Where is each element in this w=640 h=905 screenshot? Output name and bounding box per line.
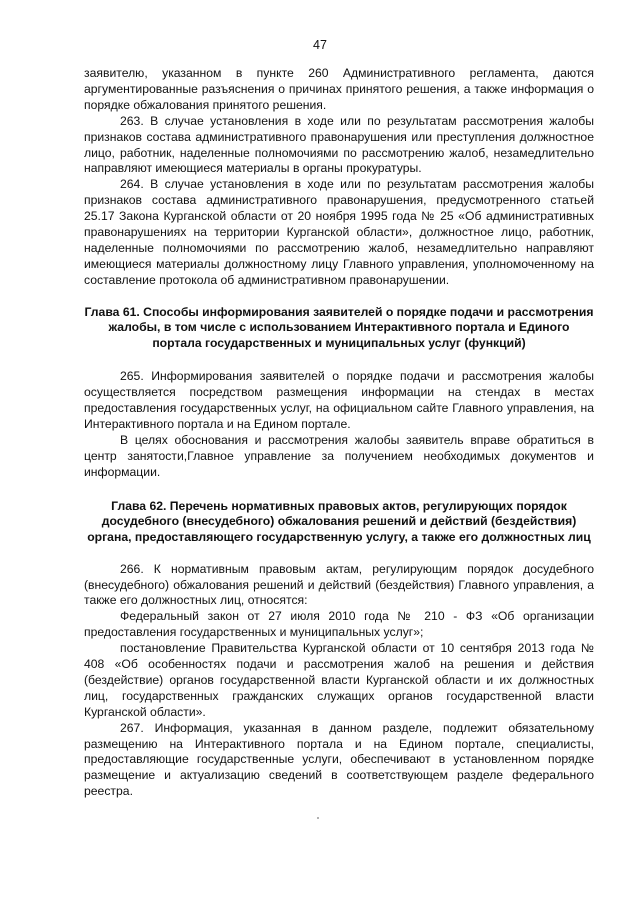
paragraph-266-resolution: постановление Правительства Курганской области от 10 сентября 2013 года № 408 «Об особенностях подачи и рассмотрения жалоб на решения и действия (бездействие) органов государственной власти Курганской области и их должностных лиц, государственных гражданских служащих органов государственной власти Курганской области». <box>84 641 594 719</box>
paragraph-intro: заявителю, указанном в пункте 260 Административного регламента, даются аргументированные разъяснения о причинах принятого решения, а также информация о порядке обжалования принятого решения. <box>84 66 594 112</box>
paragraph-263: 263. В случае установления в ходе или по результатам рассмотрения жалобы признаков состава административного правонарушения или преступления должностное лицо, работник, наделенные полномочиями по рассмотрению жалоб, незамедлительно направляют имеющиеся материалы в органы прокуратуры. <box>84 113 594 176</box>
chapter-62-heading: Глава 62. Перечень нормативных правовых актов, регулирующих порядок досудебного (внесудебного) обжалования решений и действий (бездействия) органа, предоставляющего государственную услугу, а также его должностных лиц <box>87 498 591 544</box>
page-body <box>84 66 594 800</box>
paragraph-265-continued: В целях обоснования и рассмотрения жалобы заявитель вправе обратиться в центр занятости,Главное управление за получением необходимых документов и информации. <box>84 433 594 479</box>
paragraph-266: 266. К нормативным правовым актам, регулирующим порядок досудебного (внесудебного) обжалования решений и действий (бездействия) Главного управления, а также его должностных лиц, относятся: <box>84 561 594 608</box>
page-number: 47 <box>313 38 327 52</box>
paragraph-264: 264. В случае установления в ходе или по результатам рассмотрения жалобы признаков состава административного правонарушения, предусмотренного статьей 25.17 Закона Курганской области от 20 ноября 1995 года № 25 «Об административных правонарушениях на территории Курганской области», должностное лицо, работник, наделенные полномочиями по рассмотрению жалоб, незамедлительно направляют имеющиеся материалы должностному лицу Главного управления, уполномоченному на составление протокола об административном правонарушении. <box>84 177 594 287</box>
paragraph-267: 267. Информация, указанная в данном разделе, подлежит обязательному размещению на Интерактивного портала и на Едином портале, специалисты, предоставляющие государственные услуги, обеспечивают в установленном порядке размещение и актуализацию сведений в соответствующем разделе федерального реестра. <box>84 720 594 799</box>
paragraph-266-federal-law: Федеральный закон от 27 июля 2010 года № 210 - ФЗ «Об организации предоставления государственных и муниципальных услуг»; <box>84 609 594 640</box>
chapter-61-heading: Глава 61. Способы информирования заявителей о порядке подачи и рассмотрения жалобы, в том числе с использованием Интерактивного портала и Единого портала государственных и муниципальных услуг (функций) <box>84 304 594 350</box>
scan-speck <box>317 817 319 819</box>
paragraph-265: 265. Информирования заявителей о порядке подачи и рассмотрения жалобы осуществляется посредством размещения информации на стендах в местах предоставления государственных услуг, на официальном сайте Главного управления, на Интерактивного портала и на Едином портале. <box>84 369 594 432</box>
